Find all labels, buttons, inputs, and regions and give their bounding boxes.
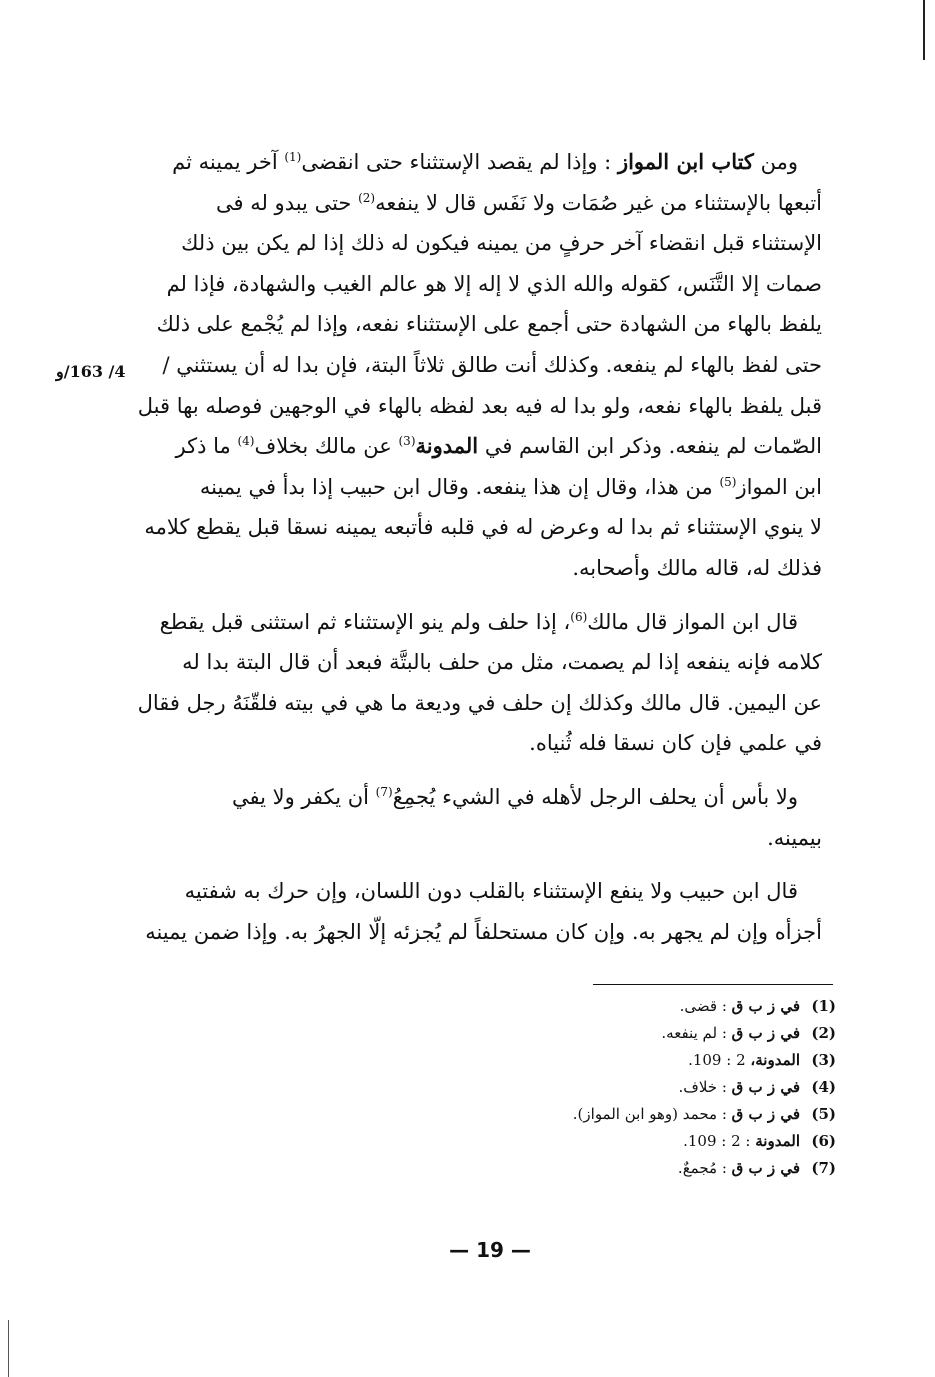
footnote-marker: (4) bbox=[237, 434, 255, 449]
main-text bbox=[137, 142, 822, 952]
paragraph-3 bbox=[158, 777, 822, 858]
footnote-number: (5) bbox=[811, 1104, 836, 1123]
paragraph-2 bbox=[137, 602, 822, 764]
text-line: صمات إلا التَّنَس، كقوله والله الذي لا إله إلا هو عالم الغيب والشهادة، فإذا لم bbox=[166, 271, 822, 296]
footnote-item: (4) في ز ب ق : خلاف. bbox=[678, 1077, 836, 1096]
footnote-item: (6) المدونة : 2 : 109. bbox=[683, 1131, 836, 1150]
text-line: فذلك له، قاله مالك وأصحابه. bbox=[572, 555, 822, 580]
book-title: المدونة bbox=[415, 433, 479, 459]
footnote-marker: (3) bbox=[398, 434, 416, 449]
text-line: قبل يلفظ بالهاء نفعه، ولو بدا له فيه بعد لفظه بالهاء في الوجهين فوصله بها قبل bbox=[137, 393, 822, 418]
text-line: حتى لفظ بالهاء لم ينفعه. وكذلك أنت طالق ثلاثاً البتة، فإن بدا له أن يستثني / bbox=[162, 352, 822, 377]
text-line: أجزأه وإن لم يجهر به. وإن كان مستحلفاً لم يُجزئه إلّا الجهرُ به. وإذا ضمن يمينه bbox=[145, 919, 822, 944]
footnotes bbox=[420, 992, 836, 1181]
text-line: ومن كتاب ابن المواز : وإذا لم يقصد الإستثناء حتى انقضى$^{(1)}$ آخر يمينه ثم bbox=[172, 149, 798, 174]
text-line: ولا بأس أن يحلف الرجل لأهله في الشيء يُجمِعُ$^{(7)}$ أن يكفر ولا يفي bbox=[231, 784, 798, 809]
margin-folio-reference: 4/ 163/و bbox=[56, 362, 126, 381]
text-line: بيمينه. bbox=[767, 825, 822, 850]
footnote-item: (3) المدونة، 2 : 109. bbox=[688, 1050, 836, 1069]
footnote-number: (1) bbox=[811, 996, 836, 1015]
text-line: الإستثناء قبل انقضاء آخر حرفٍ من يمينه فيكون له ذلك إذا لم يكن بين ذلك bbox=[181, 231, 822, 256]
footnote-item: (1) في ز ب ق : قضى. bbox=[679, 996, 836, 1015]
footnote-number: (4) bbox=[811, 1077, 836, 1096]
footnote-marker: (5) bbox=[719, 474, 737, 489]
text-line: لا ينوي الإستثناء ثم بدا له وعرض له في قلبه فأتبعه يمينه نسقا قبل يقطع كلامه bbox=[144, 515, 822, 540]
text-line: في علمي فإن كان نسقا فله ثُنياه. bbox=[529, 731, 822, 756]
footnote-marker: (1) bbox=[284, 150, 302, 164]
text-line: يلفظ بالهاء من الشهادة حتى أجمع على الإستثناء نفعه، وإذا لم يُجْمع على ذلك bbox=[156, 312, 822, 337]
scan-edge-mark bbox=[923, 0, 925, 60]
footnote-item: (7) في ز ب ق : مُجمعٌ. bbox=[677, 1158, 836, 1177]
book-title: كتاب ابن المواز bbox=[617, 149, 754, 174]
footnote-item: (5) في ز ب ق : محمد (وهو ابن المواز). bbox=[572, 1104, 836, 1123]
text-line: الصّمات لم ينفعه. وذكر ابن القاسم في المدونة$^{(3)}$ عن مالك بخلاف$^{(4)}$ ما ذكر bbox=[175, 433, 822, 459]
footnote-marker: (2) bbox=[358, 190, 376, 205]
footnote-item: (2) في ز ب ق : لم ينفعه. bbox=[661, 1023, 836, 1042]
footnote-number: (3) bbox=[811, 1050, 836, 1069]
text-line: أتبعها بالإستثناء من غير صُمَات ولا نَفَس قال لا ينفعه$^{(2)}$ حتى يبدو له فى bbox=[216, 190, 822, 215]
paragraph-4 bbox=[145, 871, 822, 952]
footnote-separator bbox=[593, 984, 833, 985]
footnote-number: (7) bbox=[811, 1158, 836, 1177]
scan-edge-mark-left bbox=[8, 1320, 9, 1377]
footnote-marker: (7) bbox=[375, 784, 393, 799]
footnote-number: (2) bbox=[811, 1023, 836, 1042]
text-line: كلامه فإنه ينفعه إذا لم يصمت، مثل من حلف بالبتَّة فبعد أن قال البتة بدا له bbox=[182, 650, 822, 675]
paragraph-1 bbox=[137, 142, 822, 589]
footnote-marker: (6) bbox=[570, 609, 588, 624]
page-number: — 19 — bbox=[449, 1238, 531, 1262]
text-line: قال ابن المواز قال مالك$^{(6)}$، إذا حلف ولم ينو الإستثناء ثم استثنى قبل يقطع bbox=[159, 609, 798, 634]
text-line: عن اليمين. قال مالك وكذلك إن حلف في وديعة ما هي في بيته فلقّنَهُ رجل فقال bbox=[137, 690, 822, 715]
footnote-number: (6) bbox=[811, 1131, 836, 1150]
text-line: قال ابن حبيب ولا ينفع الإستثناء بالقلب دون اللسان، وإن حرك به شفتيه bbox=[184, 879, 798, 904]
text-line: ابن المواز$^{(5)}$ من هذا، وقال إن هذا ينفعه. وقال ابن حبيب إذا بدأ في يمينه bbox=[199, 474, 822, 499]
